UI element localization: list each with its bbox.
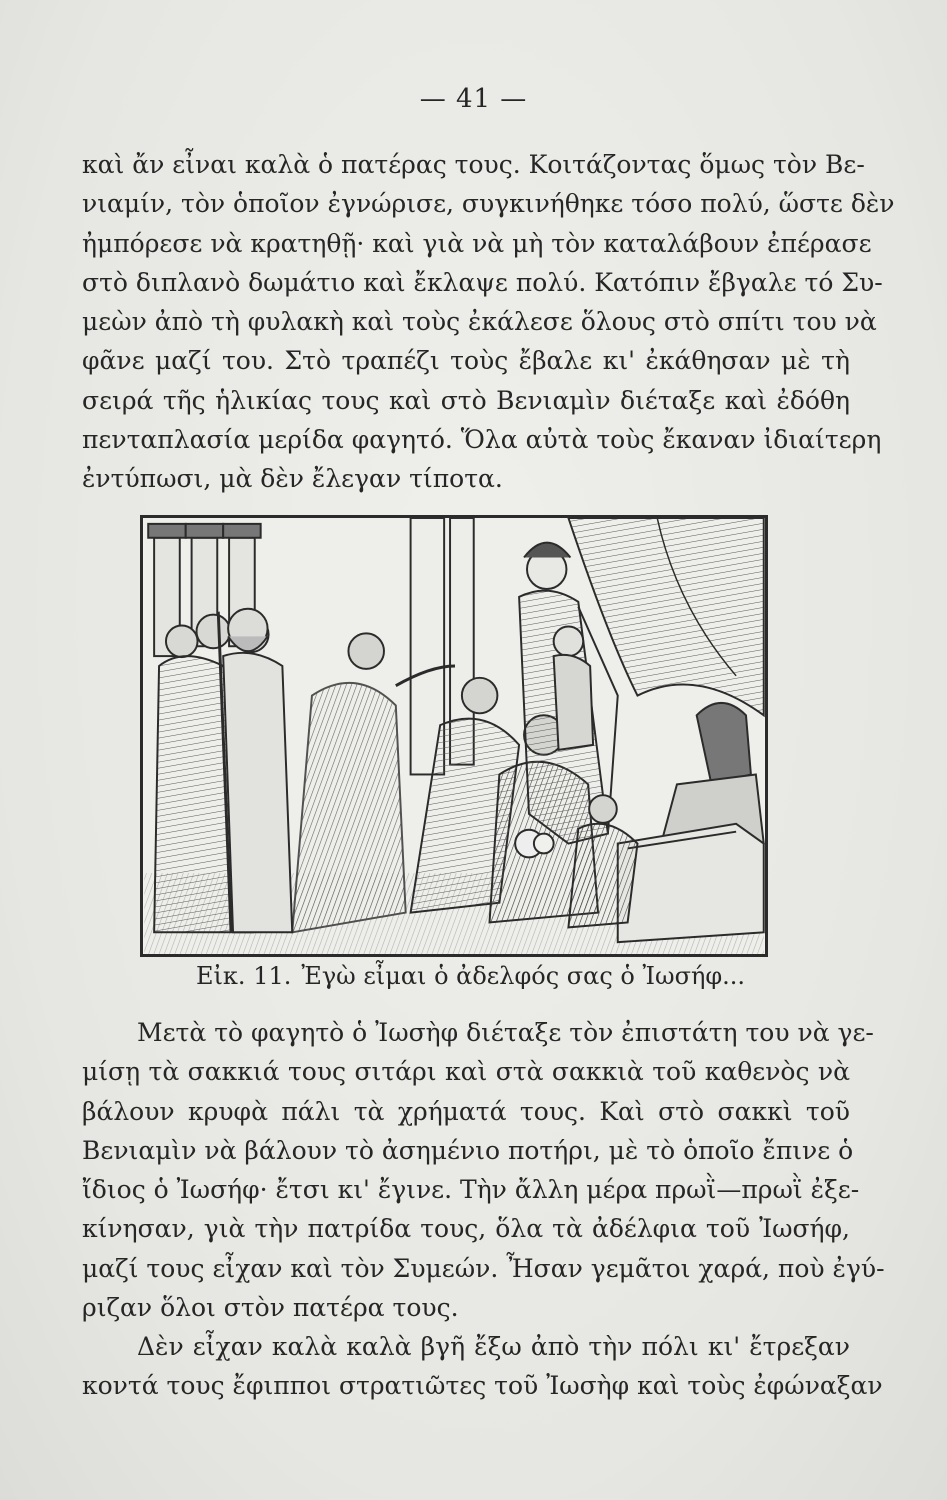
text-line: πενταπλασία μερίδα φαγητό. Ὅλα αὐτὰ τοὺς ἔκαναν ἰδιαίτερη [82,425,882,455]
text-line: κίνησαν, γιὰ τὴν πατρίδα τους, ὅλα τὰ ἀδέλφια τοῦ Ἰωσήφ, [82,1214,850,1244]
figure-caption [196,962,745,990]
text-line: ριζαν ὅλοι στὸν πατέρα τους. [82,1293,459,1323]
engraving-drawing [143,518,765,954]
text-line: Βενιαμὶν νὰ βάλουν τὸ ἀσημένιο ποτήρι, μὲ τὸ ὁποῖο ἔπινε ὁ [82,1135,854,1165]
page-number: — 41 — [419,84,528,114]
text-line: νιαμίν, τὸν ὁποῖον ἐγνώρισε, συγκινήθηκε τόσο πολύ, ὥστε δὲν [82,189,895,219]
figure-caption-text: Ἐγὼ εἶμαι ὁ ἀδελφός σας ὁ Ἰωσήφ... [301,962,746,990]
text-line: ἴδιος ὁ Ἰωσήφ· ἔτσι κι' ἔγινε. Τὴν ἄλλη μέρα πρωῒ—πρωῒ ἐξε- [82,1175,860,1205]
engraving-illustration [140,515,768,957]
text-line: καὶ ἄν εἶναι καλὰ ὁ πατέρας τους. Κοιτάζοντας ὅμως τὸν Βε- [82,150,865,179]
text-line: κοντά τους ἔφιπποι στρατιῶτες τοῦ Ἰωσὴφ καὶ τοὺς ἐφώναξαν [82,1371,883,1401]
text-line: μίσῃ τὰ σακκιά τους σιτάρι καὶ στὰ σακκιὰ τοῦ καθενὸς νὰ [82,1057,850,1087]
paragraph-1 [82,145,895,499]
text-line: Δὲν εἶχαν καλὰ καλὰ βγῆ ἔξω ἀπὸ τὴν πόλι κι' ἔτρεξαν [137,1332,850,1361]
text-line: σειρά τῆς ἡλικίας τους καὶ στὸ Βενιαμὶν διέταξε καὶ ἐδόθη [82,385,850,415]
text-line: μεὼν ἀπὸ τὴ φυλακὴ καὶ τοὺς ἐκάλεσε ὅλους στὸ σπίτι του νὰ [82,307,877,337]
text-line: μαζί τους εἶχαν καὶ τὸν Συμεών. Ἦσαν γεμᾶτοι χαρά, ποὺ ἐγύ- [82,1253,885,1283]
text-line: βάλουν κρυφὰ πάλι τὰ χρήματά τους. Καὶ στὸ σακκὶ τοῦ [82,1096,850,1126]
text-line: ἐντύπωσι, μὰ δὲν ἔλεγαν τίποτα. [82,464,503,494]
paragraph-3 [82,1327,883,1406]
paragraph-2 [82,1013,885,1327]
text-line: φᾶνε μαζί του. Στὸ τραπέζι τοὺς ἔβαλε κι' ἐκάθησαν μὲ τὴ [82,346,850,376]
text-line: Μετὰ τὸ φαγητὸ ὁ Ἰωσὴφ διέταξε τὸν ἐπιστάτη του νὰ γε- [137,1018,874,1047]
figure-number: Εἰκ. 11. [196,962,292,990]
text-line: ἠμπόρεσε νὰ κρατηθῇ· καὶ γιὰ νὰ μὴ τὸν καταλάβουν ἐπέρασε [82,228,872,258]
text-line: στὸ διπλανὸ δωμάτιο καὶ ἔκλαψε πολύ. Κατόπιν ἔβγαλε τό Συ- [82,267,883,297]
